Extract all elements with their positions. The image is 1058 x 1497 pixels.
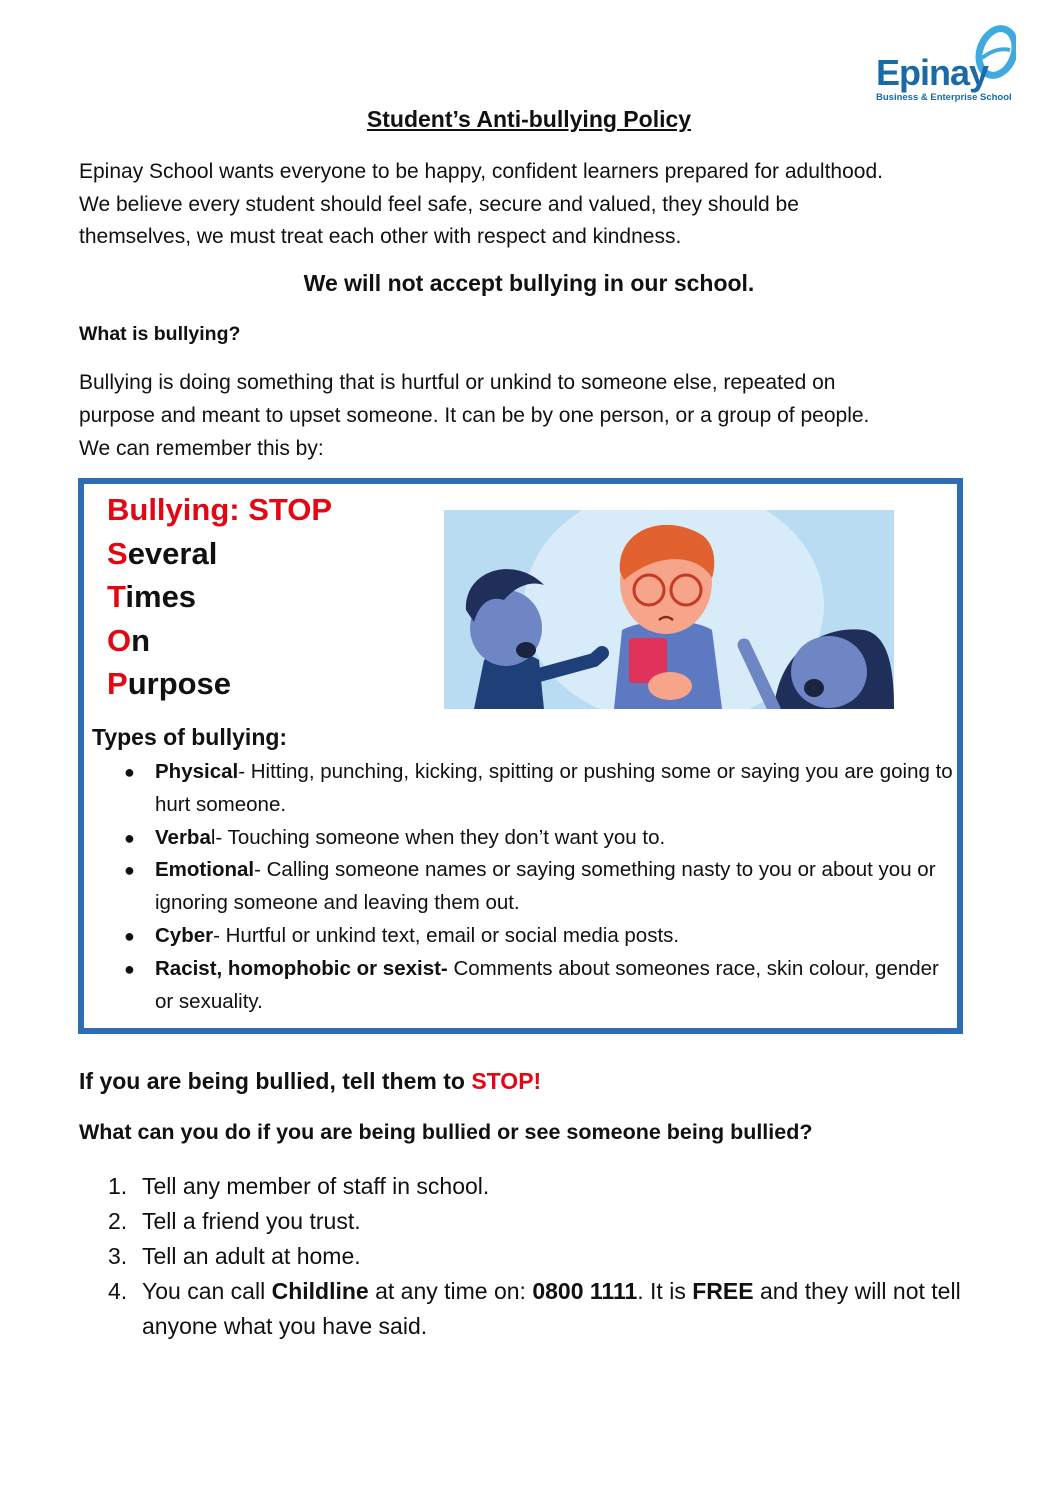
bullet-icon: ● xyxy=(124,925,135,946)
logo-tagline: Business & Enterprise School xyxy=(876,92,1012,103)
step-number: 3. xyxy=(108,1243,128,1269)
step-text: Tell an adult at home. xyxy=(142,1243,361,1269)
step-number: 4. xyxy=(108,1278,128,1304)
bullying-definition xyxy=(79,366,869,465)
type-term: Cyber xyxy=(155,923,214,947)
acronym-initial: T xyxy=(107,579,126,614)
acronym-rest: n xyxy=(131,622,151,658)
type-term: Verba xyxy=(155,825,211,849)
step-text: Tell a friend you trust. xyxy=(142,1208,361,1234)
tell-them-stop xyxy=(79,1068,541,1095)
what-can-you-do-heading: What can you do if you are being bullied or see someone being bullied? xyxy=(79,1120,813,1144)
acronym-initial: P xyxy=(107,666,128,701)
steps-list xyxy=(108,1169,988,1344)
type-term: Physical xyxy=(155,760,239,783)
intro-line: Epinay School wants everyone to be happy, confident learners prepared for adulthood. xyxy=(79,160,883,183)
step-text: Tell any member of staff in school. xyxy=(142,1173,490,1199)
intro-line: We believe every student should feel safe, secure and valued, they should be xyxy=(79,192,799,216)
acronym-line-o xyxy=(107,619,332,663)
page-title: Student’s Anti-bullying Policy xyxy=(366,106,692,132)
acronym-heading: Bullying: STOP xyxy=(107,492,333,527)
intro-line: themselves, we must treat each other with respect and kindness. xyxy=(79,225,682,248)
bullet-icon: ● xyxy=(124,860,135,881)
stop-word: STOP! xyxy=(471,1068,542,1094)
type-term: Racist, homophobic or sexist- xyxy=(155,956,448,980)
type-text: - Hitting, punching, kicking, spitting or pushing some or saying you are going to hurt someone. xyxy=(155,760,953,816)
type-term: Emotional xyxy=(155,858,255,882)
step-text: You can call xyxy=(142,1278,272,1304)
acronym-initial: S xyxy=(107,535,128,571)
definition-line: We can remember this by: xyxy=(79,437,324,460)
definition-line: Bullying is doing something that is hurtful or unkind to someone else, repeated on xyxy=(79,371,836,394)
logo-wordmark: Epinay xyxy=(876,52,989,93)
list-item xyxy=(120,854,960,920)
list-item xyxy=(120,756,960,822)
what-is-bullying-heading: What is bullying? xyxy=(79,323,241,345)
acronym-rest: imes xyxy=(125,579,197,614)
type-text: Comments about someones race, skin colour, gender or sexuality. xyxy=(155,956,939,1013)
type-text: - Hurtful or unkind text, email or social media posts. xyxy=(213,923,680,947)
intro-paragraph xyxy=(79,156,979,254)
acronym-initial: O xyxy=(107,622,132,658)
list-item xyxy=(108,1239,988,1274)
bullying-illustration xyxy=(444,510,894,709)
childline-number: 0800 1111 xyxy=(532,1278,638,1304)
list-item xyxy=(108,1274,988,1344)
step-number: 1. xyxy=(108,1173,128,1199)
types-heading: Types of bullying: xyxy=(92,724,288,750)
step-text: and they will not tell anyone what you have said. xyxy=(142,1278,961,1339)
bullet-icon: ● xyxy=(124,762,135,782)
epinay-logo xyxy=(872,16,1022,104)
bullet-icon: ● xyxy=(124,827,135,848)
definition-line: purpose and meant to upset someone. It can be by one person, or a group of people. xyxy=(79,404,870,427)
stop-acronym xyxy=(107,488,332,706)
bullet-icon: ● xyxy=(124,958,135,979)
list-item xyxy=(108,1204,988,1239)
list-item xyxy=(108,1169,988,1204)
acronym-rest: urpose xyxy=(127,666,232,701)
step-text: . It is xyxy=(637,1278,693,1304)
list-item xyxy=(120,920,960,953)
acronym-line-p xyxy=(107,662,332,706)
type-text: l- Touching someone when they don’t want you to. xyxy=(210,825,666,849)
types-list xyxy=(120,756,960,1018)
acronym-rest: everal xyxy=(127,535,218,571)
type-text: - Calling someone names or saying something nasty to you or about you or ignoring someone and leaving them out. xyxy=(155,858,936,915)
acronym-line-s xyxy=(107,532,332,576)
step-number: 2. xyxy=(108,1208,128,1234)
list-item xyxy=(120,953,960,1019)
free-label: FREE xyxy=(692,1278,754,1304)
acronym-line-t xyxy=(107,575,332,619)
policy-statement: We will not accept bullying in our school. xyxy=(303,270,755,296)
step-text: at any time on: xyxy=(368,1278,533,1304)
stop-line-text: If you are being bullied, tell them to xyxy=(79,1068,472,1094)
childline-name: Childline xyxy=(271,1278,369,1304)
list-item xyxy=(120,822,960,855)
